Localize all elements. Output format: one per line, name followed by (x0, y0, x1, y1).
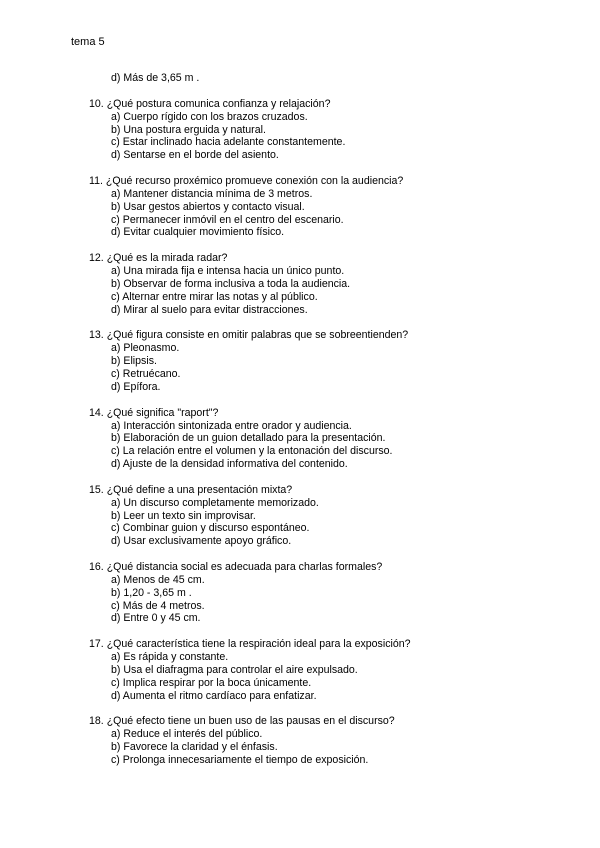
option-letter: c) (111, 676, 120, 689)
option-letter: c) (111, 753, 120, 766)
answer-option (111, 291, 569, 304)
option-text: Una postura erguida y natural. (123, 123, 266, 136)
option-text: Epífora. (123, 380, 161, 393)
answer-option (111, 741, 569, 754)
answer-option (111, 149, 569, 162)
question-text (89, 407, 569, 420)
option-letter: a) (111, 265, 121, 278)
question-prompt: ¿Qué recurso proxémico promueve conexión con la audiencia? (105, 174, 404, 187)
answer-option (111, 111, 569, 124)
option-letter: d) (111, 380, 121, 393)
question-block (89, 484, 569, 548)
answer-option (111, 510, 569, 523)
question-block (89, 561, 569, 625)
question-number: 13. (89, 329, 104, 342)
question-text (89, 715, 569, 728)
answer-option (111, 612, 569, 625)
answer-option (111, 355, 569, 368)
option-text: Retruécano. (122, 367, 181, 380)
answer-option (111, 214, 569, 227)
option-text: Más de 4 metros. (122, 599, 205, 612)
option-letter: d) (111, 535, 121, 548)
question-text (89, 98, 569, 111)
option-text: Mirar al suelo para evitar distracciones. (123, 303, 308, 316)
option-letter: d) (111, 612, 121, 625)
option-text: Permanecer inmóvil en el centro del escenario. (122, 213, 344, 226)
question-number: 17. (89, 638, 104, 651)
option-text: Ajuste de la densidad informativa del contenido. (122, 457, 348, 470)
answer-option (111, 754, 569, 767)
question-block (89, 98, 569, 162)
question-prompt: ¿Qué distancia social es adecuada para charlas formales? (106, 560, 383, 573)
question-prompt: ¿Qué significa "raport"? (106, 406, 219, 419)
answer-option (111, 574, 569, 587)
question-block (89, 407, 569, 471)
answer-option (111, 278, 569, 291)
question-block (89, 329, 569, 393)
question-number: 18. (89, 715, 104, 728)
option-letter: b) (111, 586, 121, 599)
question-text (89, 484, 569, 497)
answer-option (111, 458, 569, 471)
answer-option (111, 587, 569, 600)
question-text (89, 561, 569, 574)
option-text: Favorece la claridad y el énfasis. (123, 741, 278, 754)
answer-option (111, 381, 569, 394)
answer-option (111, 201, 569, 214)
answer-option (111, 497, 569, 510)
option-text: Elipsis. (123, 355, 157, 368)
option-letter: a) (111, 573, 121, 586)
option-text: Estar inclinado hacia adelante constantemente. (122, 136, 346, 149)
answer-option (111, 136, 569, 149)
question-block (89, 638, 569, 702)
question-block (89, 715, 569, 766)
question-prompt: ¿Qué es la mirada radar? (106, 252, 228, 265)
option-text: Cuerpo rígido con los brazos cruzados. (123, 110, 308, 123)
answer-option (111, 664, 569, 677)
answer-option (111, 728, 569, 741)
option-letter: d) (111, 149, 121, 162)
option-letter: c) (111, 290, 120, 303)
option-letter: c) (111, 213, 120, 226)
option-letter: c) (111, 445, 120, 458)
option-text: Usar gestos abiertos y contacto visual. (123, 200, 305, 213)
option-letter: a) (111, 496, 121, 509)
option-letter: c) (111, 522, 120, 535)
question-prompt: ¿Qué define a una presentación mixta? (106, 483, 293, 496)
answer-option (111, 124, 569, 137)
question-block (89, 252, 569, 316)
option-text: La relación entre el volumen y la entonación del discurso. (122, 445, 393, 458)
answer-option (111, 226, 569, 239)
option-text: 1,20 - 3,65 m . (123, 586, 192, 599)
option-letter: a) (111, 728, 121, 741)
question-block (89, 175, 569, 239)
option-letter: a) (111, 187, 121, 200)
option-letter: c) (111, 367, 120, 380)
answer-option (111, 535, 569, 548)
answer-option (111, 368, 569, 381)
option-text: Una mirada fija e intensa hacia un único punto. (123, 265, 345, 278)
option-letter: b) (111, 741, 121, 754)
option-text: Menos de 45 cm. (123, 573, 205, 586)
option-letter: d) (111, 226, 121, 239)
option-letter: d) (111, 303, 121, 316)
orphan-answer-option (111, 72, 569, 85)
answer-option (111, 432, 569, 445)
option-text: Interacción sintonizada entre orador y audiencia. (123, 419, 352, 432)
option-text: Implica respirar por la boca únicamente. (122, 676, 312, 689)
option-text: Aumenta el ritmo cardíaco para enfatizar. (122, 689, 317, 702)
option-text: Leer un texto sin improvisar. (123, 509, 256, 522)
option-text: Usa el diafragma para controlar el aire expulsado. (123, 663, 358, 676)
option-text: Mantener distancia mínima de 3 metros. (123, 187, 313, 200)
option-letter: c) (111, 136, 120, 149)
option-text: Prolonga innecesariamente el tiempo de exposición. (122, 753, 369, 766)
question-text (89, 329, 569, 342)
answer-option (111, 188, 569, 201)
option-text: Usar exclusivamente apoyo gráfico. (123, 535, 292, 548)
question-prompt: ¿Qué característica tiene la respiración ideal para la exposición? (106, 638, 411, 651)
question-number: 15. (89, 483, 104, 496)
answer-option (111, 690, 569, 703)
question-prompt: ¿Qué figura consiste en omitir palabras que se sobreentienden? (106, 329, 409, 342)
option-letter: a) (111, 110, 121, 123)
question-number: 16. (89, 560, 104, 573)
page-header-title: tema 5 (71, 36, 105, 48)
answer-option (111, 420, 569, 433)
question-text (89, 638, 569, 651)
answer-option (111, 342, 569, 355)
answer-option (111, 265, 569, 278)
option-text: Un discurso completamente memorizado. (123, 496, 319, 509)
question-number: 11. (89, 174, 103, 187)
option-letter: a) (111, 342, 121, 355)
option-letter: b) (111, 509, 121, 522)
option-letter: d) (111, 689, 121, 702)
option-text: Entre 0 y 45 cm. (123, 612, 201, 625)
option-text: Reduce el interés del público. (123, 728, 263, 741)
answer-option (111, 445, 569, 458)
question-prompt: ¿Qué postura comunica confianza y relajación? (106, 97, 331, 110)
option-letter: b) (111, 355, 121, 368)
answer-option (111, 600, 569, 613)
question-text (89, 175, 569, 188)
question-number: 12. (89, 252, 104, 265)
option-letter: c) (111, 599, 120, 612)
question-list (89, 72, 569, 780)
option-text: Es rápida y constante. (123, 651, 229, 664)
question-number: 10. (89, 97, 104, 110)
option-text: Evitar cualquier movimiento físico. (123, 226, 285, 239)
question-text (89, 252, 569, 265)
question-prompt: ¿Qué efecto tiene un buen uso de las pausas en el discurso? (106, 715, 395, 728)
option-text: Observar de forma inclusiva a toda la audiencia. (123, 277, 351, 290)
option-text: Combinar guion y discurso espontáneo. (122, 522, 310, 535)
answer-option (111, 304, 569, 317)
option-letter: b) (111, 432, 121, 445)
option-text: Pleonasmo. (123, 342, 180, 355)
option-text: Elaboración de un guion detallado para la presentación. (123, 432, 386, 445)
option-letter: b) (111, 200, 121, 213)
option-letter: d) (111, 457, 121, 470)
option-letter: d) (111, 72, 121, 84)
option-text: Más de 3,65 m . (123, 72, 200, 84)
option-text: Alternar entre mirar las notas y al público. (122, 290, 318, 303)
question-number: 14. (89, 406, 104, 419)
option-letter: b) (111, 123, 121, 136)
answer-option (111, 651, 569, 664)
option-letter: a) (111, 651, 121, 664)
answer-option (111, 522, 569, 535)
answer-option (111, 677, 569, 690)
option-text: Sentarse en el borde del asiento. (123, 149, 279, 162)
option-letter: b) (111, 663, 121, 676)
option-letter: a) (111, 419, 121, 432)
option-letter: b) (111, 277, 121, 290)
